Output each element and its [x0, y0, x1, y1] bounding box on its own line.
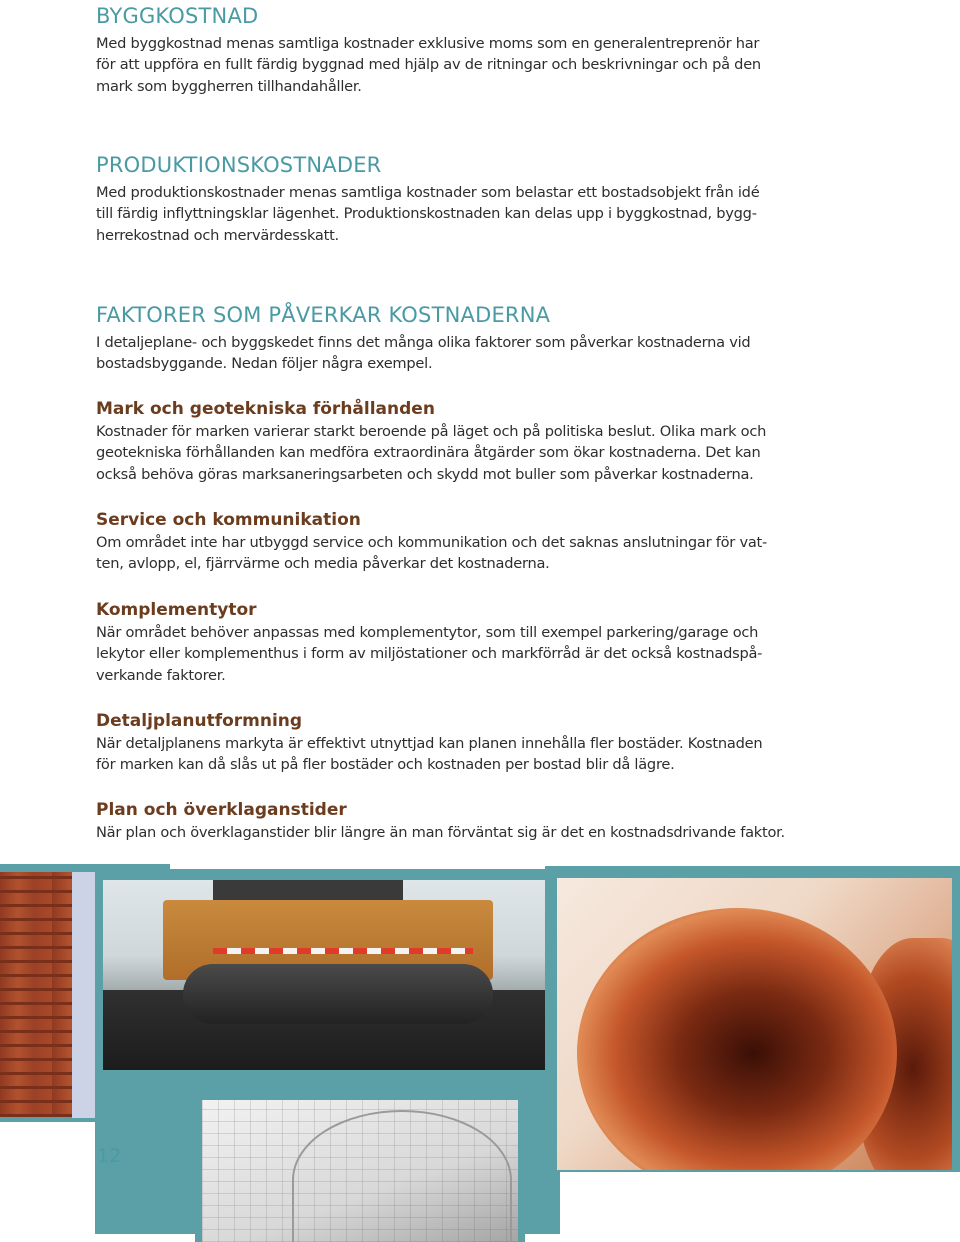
road-roller-image [103, 880, 551, 1070]
paragraph-line: geotekniska förhållanden kan medföra extraordinära åtgärder som ökar kostnaderna. Det kan [96, 444, 761, 462]
paragraph-line: När detaljplanens markyta är effektivt utnyttjad kan planen innehålla fler bostäder. Kostnaden [96, 735, 763, 752]
blueprint-image [202, 1100, 518, 1242]
section-mark [96, 398, 816, 485]
paragraph-line: också behöva göras marksaneringsarbeten och skydd mot buller som påverkar kostnaderna. [96, 465, 754, 483]
photo-collage [0, 864, 960, 1242]
orange-pipes-image [557, 878, 952, 1170]
subsection-heading: Komplementytor [96, 600, 257, 620]
pipe-opening [577, 908, 897, 1170]
blueprint-roll [292, 1110, 512, 1242]
section-produktionskostnader [96, 151, 816, 246]
paragraph-line: Med byggkostnad menas samtliga kostnader exklusive moms som en generalentreprenör har [96, 35, 760, 52]
subsection-heading: Service och kommunikation [96, 510, 361, 530]
section-plan [96, 799, 816, 843]
subsection-heading: Plan och överklaganstider [96, 800, 347, 820]
paragraph-line: Om området inte har utbyggd service och kommunikation och det saknas anslutningar för vat- [96, 534, 768, 551]
paragraph-line: När området behöver anpassas med komplementytor, som till exempel parkering/garage och [96, 624, 759, 641]
section-heading: FAKTORER SOM PÅVERKAR KOSTNADERNA [96, 303, 551, 327]
section-service [96, 509, 816, 575]
section-heading: BYGGKOSTNAD [96, 4, 259, 28]
paragraph-line: mark som byggherren tillhandahåller. [96, 77, 362, 95]
section-faktorer [96, 301, 816, 375]
paragraph-line: för marken kan då slås ut på fler bostäder och kostnaden per bostad blir då lägre. [96, 756, 675, 774]
subsection-heading: Detaljplanutformning [96, 711, 303, 731]
brick-wall-image [0, 872, 72, 1117]
subsection-heading: Mark och geotekniska förhållanden [96, 399, 435, 419]
section-detaljplan [96, 710, 816, 776]
paragraph-line: bostadsbyggande. Nedan följer några exempel. [96, 355, 433, 373]
paragraph-line: för att uppföra en fullt färdig byggnad med hjälp av de ritningar och beskrivningar och på den [96, 56, 761, 74]
roller-drum [183, 964, 493, 1024]
paragraph-line: I detaljeplane- och byggskedet finns det många olika faktorer som påverkar kostnaderna vid [96, 334, 751, 351]
paragraph-line: Med produktionskostnader menas samtliga kostnader som belastar ett bostadsobjekt från idé [96, 184, 760, 201]
page-number: 12 [97, 1145, 122, 1167]
paragraph-line: lekytor eller komplementhus i form av miljöstationer och markförråd är det också kostnadspå- [96, 645, 763, 663]
section-komplementytor [96, 599, 816, 686]
roller-stripe [213, 948, 473, 954]
paragraph-line: Kostnader för marken varierar starkt beroende på läget och på politiska beslut. Olika mark och [96, 423, 767, 440]
paragraph-line: ten, avlopp, el, fjärrvärme och media påverkar det kostnaderna. [96, 555, 550, 573]
paragraph-line: till färdig inflyttningsklar lägenhet. Produktionskostnaden kan delas upp i byggkostnad, bygg- [96, 205, 757, 223]
paragraph-line: verkande faktorer. [96, 666, 226, 684]
section-heading: PRODUKTIONSKOSTNADER [96, 153, 382, 177]
paragraph-line: När plan och överklaganstider blir längre än man förväntat sig är det en kostnadsdrivande faktor. [96, 824, 785, 841]
section-byggkostnad [96, 2, 816, 97]
paragraph-line: herrekostnad och mervärdesskatt. [96, 226, 339, 244]
